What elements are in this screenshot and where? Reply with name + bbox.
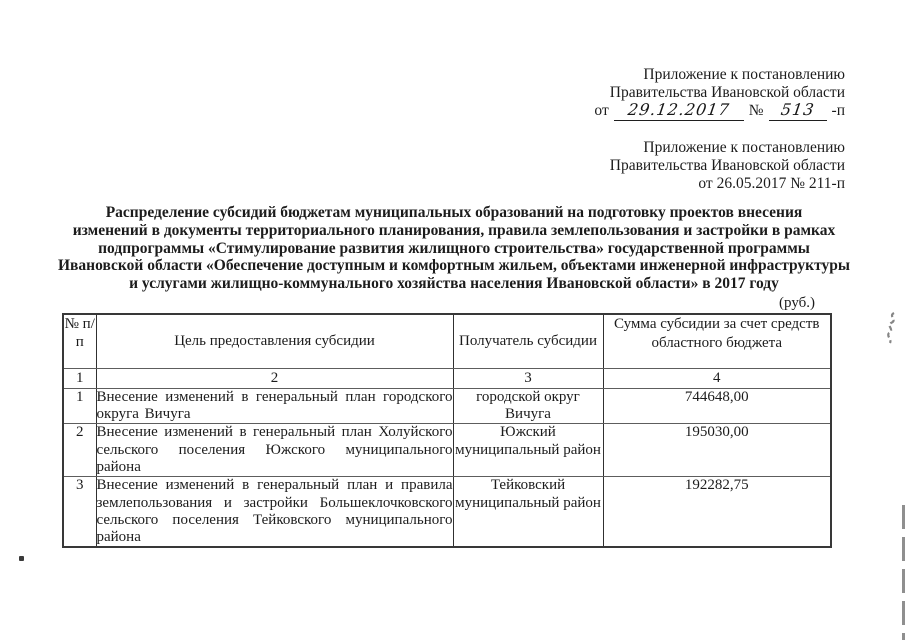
purpose-cell: Внесение изменений в генеральный план и правила землепользования и застройки Большеклочковского сельского поселения Тейковского муниципального района [96, 477, 453, 547]
col-header-purpose: Цель предоставления субсидии [96, 314, 453, 369]
appendix-line: от 26.05.2017 № 211-п [698, 175, 845, 192]
appendix-date-line [594, 102, 845, 121]
col-header-num: № п/п [63, 314, 96, 369]
amount-cell: 192282,75 [603, 477, 831, 547]
col-header-recipient: Получатель субсидии [453, 314, 603, 369]
scan-squiggle-artifact [884, 311, 900, 345]
column-number-cell: 2 [96, 369, 453, 389]
appendix-line: Приложение к постановлению [643, 139, 845, 156]
document-title [48, 204, 860, 293]
number-sign: № [748, 102, 764, 119]
appendix-note-primary [594, 66, 845, 121]
title-line: и услугами жилищно-коммунального хозяйства населения Ивановской области» в 2017 году [129, 275, 779, 293]
currency-note: (руб.) [779, 295, 815, 311]
handwritten-number: 513 [779, 100, 816, 119]
amount-cell: 195030,00 [603, 424, 831, 477]
column-number-cell: 1 [63, 369, 96, 389]
table-row [63, 477, 831, 547]
table-row [63, 424, 831, 477]
column-number-cell: 4 [603, 369, 831, 389]
row-number: 2 [63, 424, 96, 477]
subsidies-table [62, 313, 832, 548]
title-line: Распределение субсидий бюджетам муниципальных образований на подготовку проектов внесения [105, 204, 803, 221]
scan-speck-artifact [19, 556, 24, 561]
appendix-line: Правительства Ивановской области [609, 157, 845, 174]
recipient-cell: Южский муниципальный район [453, 424, 603, 477]
col-header-amount: Сумма субсидии за счет средств областного бюджета [603, 314, 831, 369]
date-blank-line [614, 102, 744, 121]
title-line: подпрограммы «Стимулирование развития жилищного строительства» государственной программы [98, 239, 810, 257]
amount-cell: 744648,00 [603, 389, 831, 424]
purpose-cell: Внесение изменений в генеральный план городского округа Вичуга [96, 389, 453, 423]
number-blank-line [769, 102, 827, 121]
recipient-cell: Тейковский муниципальный район [453, 477, 603, 547]
appendix-line: Приложение к постановлению [643, 66, 845, 83]
number-suffix: -п [831, 102, 845, 119]
row-number: 1 [63, 389, 96, 424]
title-line: Ивановской области «Обеспечение доступным и комфортным жильем, объектами инженерной инфраструктуры [58, 257, 850, 275]
purpose-cell: Внесение изменений в генеральный план Холуйского сельского поселения Южского муниципального района [96, 424, 453, 477]
appendix-line: Правительства Ивановской области [609, 84, 845, 101]
table-row [63, 389, 831, 424]
handwritten-date: 29.12.2017 [626, 100, 731, 119]
column-numbers-row [63, 369, 831, 389]
title-line: изменений в документы территориального планирования, правила землепользования и застройки в рамках [72, 221, 836, 239]
column-number-cell: 3 [453, 369, 603, 389]
table-header-row [63, 314, 831, 369]
recipient-cell: городской округ Вичуга [453, 389, 603, 424]
appendix-note-secondary [610, 139, 845, 193]
from-label: от [594, 102, 609, 119]
row-number: 3 [63, 477, 96, 547]
